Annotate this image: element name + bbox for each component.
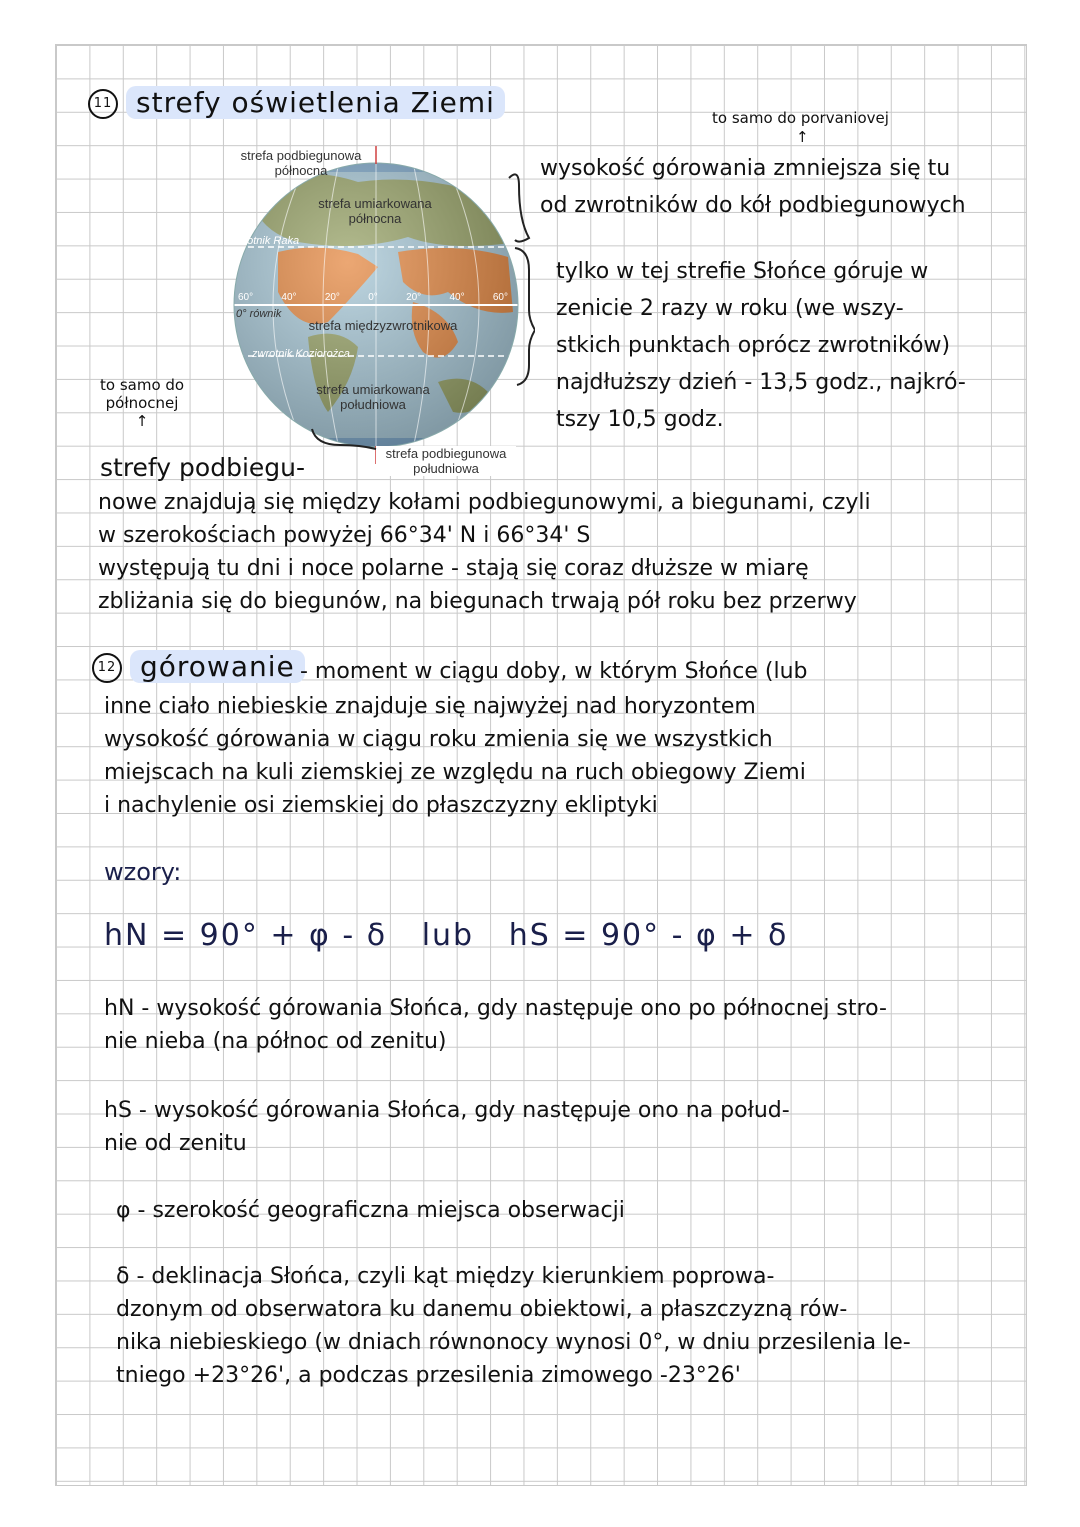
text-line: inne ciało niebieskie znajduje się najwyżej nad horyzontem (104, 694, 756, 719)
note-line: wysokość górowania zmniejsza się tu (540, 156, 951, 181)
section-number: 11 (88, 89, 118, 119)
phi-description: φ - szerokość geograficzna miejsca obserwacji (116, 1198, 625, 1223)
hs-description (104, 1094, 790, 1160)
section-title: strefy oświetlenia Ziemi (126, 86, 505, 119)
globe-illustration (208, 142, 528, 472)
longitude-labels (238, 292, 508, 303)
note-temperate (540, 150, 966, 224)
longitude-label: 40° (449, 292, 465, 303)
note-line: zenicie 2 razy w roku (we wszy- (556, 296, 904, 321)
formulas-label: wzory: (104, 858, 182, 886)
longitude-label: 40° (281, 292, 297, 303)
longitude-label: 60° (492, 292, 508, 303)
globe-figure (208, 142, 528, 476)
text-line: δ - deklinacja Słońca, czyli kąt między kierunkiem poprowa- (116, 1264, 775, 1289)
definition-text (104, 690, 806, 822)
note-line: tszy 10,5 godz. (556, 407, 724, 432)
note-tropical (556, 253, 966, 438)
longitude-label: 20° (324, 292, 340, 303)
polar-heading: strefy podbiegu- (100, 453, 306, 482)
formula: hN = 90° + φ - δ lub hS = 90° - φ + δ (104, 918, 789, 953)
label-tropic-cancer: zwrotnik Raka (230, 235, 300, 247)
text-line: zbliżania się do biegunów, na biegunach trwają pół roku bez przerwy (98, 589, 857, 614)
note-line: stkich punktach oprócz zwrotników) (556, 333, 951, 358)
section-11-heading (88, 86, 505, 119)
note-line: od zwrotników do kół podbiegunowych (540, 193, 966, 218)
text-line: nowe znajdują się między kołami podbiegunowymi, a biegunami, czyli (98, 490, 871, 515)
text-line: tniego +23°26', a podczas przesilenia zimowego -23°26' (116, 1363, 741, 1388)
text-line: w szerokościach powyżej 66°34' N i 66°34' S (98, 523, 591, 548)
label-north-polar: strefa podbiegunowa północna (240, 148, 362, 178)
section-title: górowanie (130, 650, 305, 683)
section-12-heading (92, 650, 305, 683)
text-line: wysokość górowania w ciągu roku zmienia się we wszystkich (104, 727, 773, 752)
longitude-label: 20° (406, 292, 422, 303)
note-arrow: ↑ (135, 412, 149, 430)
longitude-label: 0° (368, 292, 378, 303)
left-note (100, 376, 184, 430)
text-line: nie od zenitu (104, 1131, 247, 1156)
note-line: to samo do (100, 376, 185, 394)
longitude-label: 60° (238, 292, 254, 303)
label-north-temperate: strefa umiarkowana północna (318, 196, 432, 226)
label-equator: 0° równik (236, 308, 282, 320)
label-tropical: strefa międzyzwrotnikowa (308, 318, 458, 333)
text-line: i nachylenie osi ziemskiej do płaszczyzny ekliptyki (104, 793, 658, 818)
section-number: 12 (92, 653, 122, 683)
top-note: to samo do porvaniovej (712, 109, 889, 127)
delta-description (116, 1260, 911, 1392)
zone-braces (505, 160, 535, 390)
text-line: hS - wysokość górowania Słońca, gdy następuje ono na połud- (104, 1098, 790, 1123)
south-polar-brace (310, 425, 380, 455)
label-south-temperate: strefa umiarkowana południowa (316, 382, 430, 412)
hn-description (104, 992, 887, 1058)
text-line: występują tu dni i noce polarne - stają się coraz dłuższe w miarę (98, 556, 809, 581)
text-line: nika niebieskiego (w dniach równonocy wynosi 0°, w dniu przesilenia le- (116, 1330, 911, 1355)
note-line: najdłuższy dzień - 13,5 godz., najkró- (556, 370, 966, 395)
top-note-arrow: ↑ (796, 128, 809, 146)
polar-text (98, 486, 871, 618)
label-south-polar: strefa podbiegunowa południowa (376, 446, 516, 476)
note-line: północnej (105, 394, 179, 412)
note-line: tylko w tej strefie Słońce góruje w (556, 259, 929, 284)
text-line: miejscach na kuli ziemskiej ze względu na ruch obiegowy Ziemi (104, 760, 806, 785)
text-line: dzonym od obserwatora ku danemu obiektowi, a płaszczyzną rów- (116, 1297, 848, 1322)
label-tropic-capricorn: zwrotnik Koziorożca (252, 348, 350, 360)
text-line: nie nieba (na północ od zenitu) (104, 1029, 447, 1054)
definition-line-1: - moment w ciągu doby, w którym Słońce (lub (300, 659, 808, 684)
text-line: hN - wysokość górowania Słońca, gdy następuje ono po północnej stro- (104, 996, 887, 1021)
